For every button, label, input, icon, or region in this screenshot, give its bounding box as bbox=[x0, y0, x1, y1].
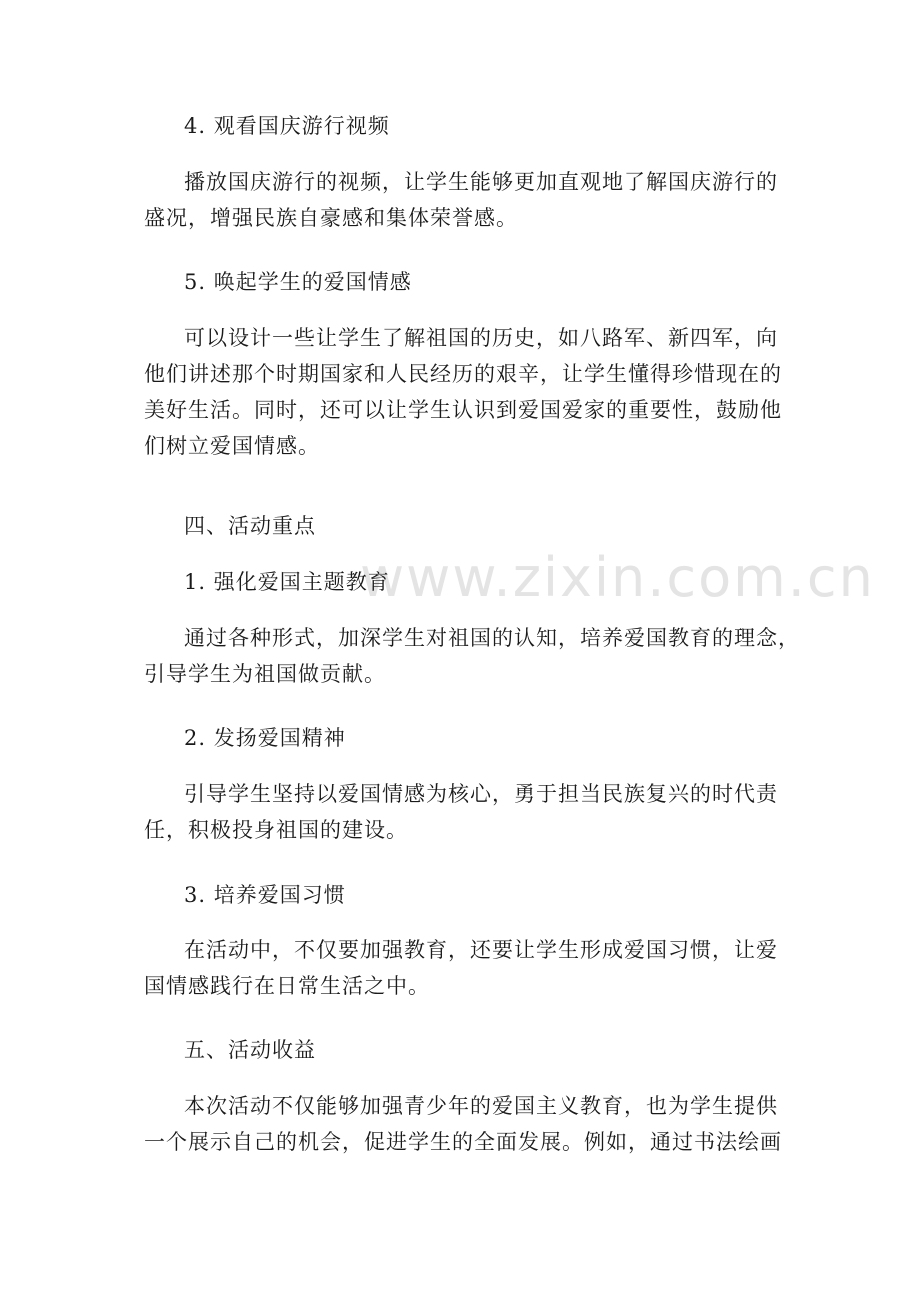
paragraph-line: 通过各种形式，加深学生对祖国的认知，培养爱国教育的理念， bbox=[184, 626, 800, 650]
heading-5-patriotic-emotion bbox=[184, 264, 824, 300]
paragraph-history bbox=[144, 320, 784, 464]
heading-text: 四、活动重点 bbox=[184, 514, 316, 538]
heading-text: 五、活动收益 bbox=[184, 1038, 316, 1062]
paragraph-line: 他们讲述那个时期国家和人民经历的艰辛，让学生懂得珍惜现在的 bbox=[144, 362, 782, 386]
heading-4-watch-parade bbox=[184, 108, 824, 144]
heading-2-patriotic-spirit bbox=[184, 720, 824, 756]
paragraph-theme-education bbox=[144, 620, 800, 692]
heading-text: 4. 观看国庆游行视频 bbox=[184, 114, 390, 138]
heading-1-theme-education bbox=[184, 564, 824, 600]
paragraph-line: 引导学生为祖国做贡献。 bbox=[144, 662, 386, 686]
paragraph-line: 本次活动不仅能够加强青少年的爱国主义教育，也为学生提供 bbox=[184, 1094, 778, 1118]
paragraph-parade-video bbox=[144, 164, 784, 236]
watermark: www.zixin.com.cn bbox=[360, 546, 875, 609]
heading-section-5-benefits bbox=[184, 1032, 824, 1068]
paragraph-line: 一个展示自己的机会，促进学生的全面发展。例如，通过书法绘画 bbox=[144, 1130, 782, 1154]
heading-text: 3. 培养爱国习惯 bbox=[184, 883, 346, 907]
heading-section-4-focus bbox=[184, 508, 824, 544]
paragraph-line: 盛况，增强民族自豪感和集体荣誉感。 bbox=[144, 206, 518, 230]
paragraph-benefits bbox=[144, 1088, 784, 1160]
heading-text: 1. 强化爱国主题教育 bbox=[184, 570, 390, 594]
paragraph-line: 播放国庆游行的视频，让学生能够更加直观地了解国庆游行的 bbox=[184, 170, 778, 194]
heading-3-patriotic-habits bbox=[184, 877, 824, 913]
paragraph-line: 在活动中，不仅要加强教育，还要让学生形成爱国习惯，让爱 bbox=[184, 938, 778, 962]
paragraph-line: 引导学生坚持以爱国情感为核心，勇于担当民族复兴的时代责 bbox=[184, 782, 778, 806]
paragraph-patriotic-spirit bbox=[144, 776, 784, 848]
paragraph-line: 们树立爱国情感。 bbox=[144, 434, 320, 458]
heading-text: 5. 唤起学生的爱国情感 bbox=[184, 270, 412, 294]
paragraph-line: 可以设计一些让学生了解祖国的历史，如八路军、新四军，向 bbox=[184, 326, 778, 350]
paragraph-line: 任，积极投身祖国的建设。 bbox=[144, 818, 408, 842]
paragraph-line: 美好生活。同时，还可以让学生认识到爱国爱家的重要性，鼓励他 bbox=[144, 398, 782, 422]
paragraph-line: 国情感践行在日常生活之中。 bbox=[144, 974, 430, 998]
heading-text: 2. 发扬爱国精神 bbox=[184, 726, 346, 750]
paragraph-patriotic-habits bbox=[144, 932, 784, 1004]
